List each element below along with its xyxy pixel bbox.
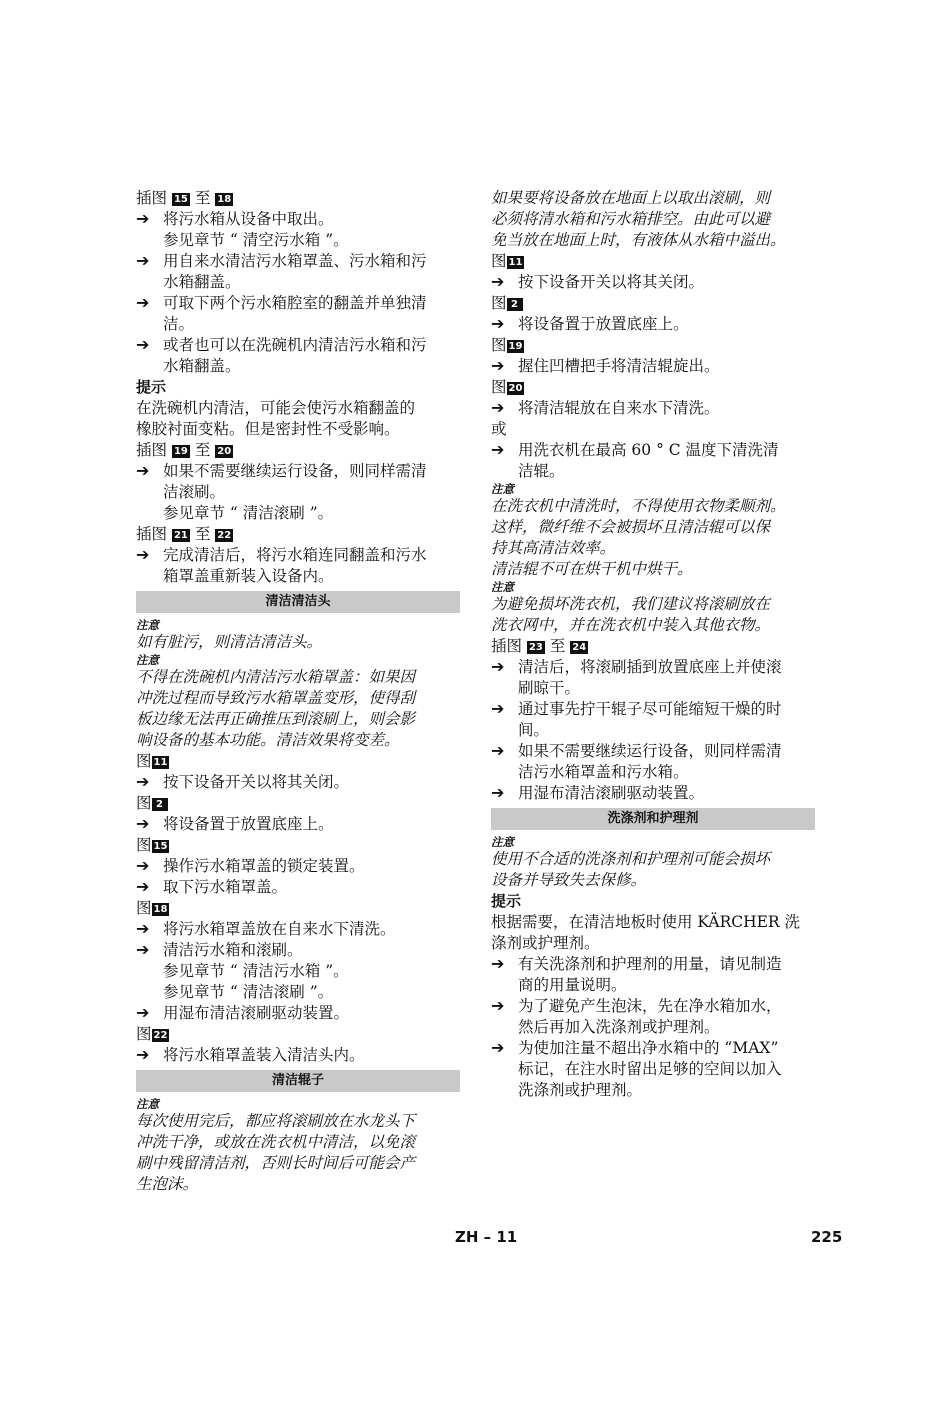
figure-ref-text: 插图 <box>136 189 168 207</box>
list-item-text: 参见章节 “ 清洁污水箱 ”。 <box>163 962 349 980</box>
arrow-right-icon: ➔ <box>136 877 150 896</box>
list-item <box>136 814 460 835</box>
arrow-right-icon: ➔ <box>491 272 505 291</box>
note-label: 注意 <box>491 482 514 496</box>
or-text: 或 <box>491 420 507 438</box>
arrow-right-icon: ➔ <box>136 209 150 228</box>
list-item-text: 为使加注量不超出净水箱中的 “MAX” <box>518 1039 779 1057</box>
figure-ref-text: 插图 <box>136 441 168 459</box>
arrow-right-icon: ➔ <box>491 996 505 1015</box>
figure-ref <box>491 377 815 398</box>
list-item-text: 将设备置于放置底座上。 <box>163 815 334 833</box>
intro-text: 如果要将设备放在地面上以取出滚刷，则 <box>491 189 771 207</box>
figure-ref <box>136 898 460 919</box>
note-text: 使用不合适的洗涤剂和护理剂可能会损坏 <box>491 850 771 868</box>
note-text: 板边缘无法再正确推压到滚刷上，则会影 <box>136 710 416 728</box>
list-item <box>491 398 815 419</box>
list-item-text: 操作污水箱罩盖的锁定装置。 <box>163 857 365 875</box>
figure-number-badge: 11 <box>508 257 523 268</box>
list-item-text: 将清洁辊放在自来水下清洗。 <box>518 399 720 417</box>
note-text: 为避免损坏洗衣机，我们建议将滚刷放在 <box>491 595 771 613</box>
arrow-right-icon: ➔ <box>136 335 150 354</box>
list-item <box>136 335 460 377</box>
list-item-text: 如果不需要继续运行设备，则同样需清 <box>163 462 427 480</box>
list-item <box>136 545 460 587</box>
figure-ref-text: 图 <box>491 252 507 270</box>
figure-ref-text: 插图 <box>136 525 168 543</box>
list-item <box>491 356 815 377</box>
intro-text: 必须将清水箱和污水箱排空。由此可以避 <box>491 210 771 228</box>
note-text: 不得在洗碗机内清洁污水箱罩盖：如果因 <box>136 668 416 686</box>
arrow-right-icon: ➔ <box>136 814 150 833</box>
list-item <box>491 272 815 293</box>
note-text: 清洁辊不可在烘干机中烘干。 <box>491 560 693 578</box>
figure-ref-text: 图 <box>136 794 152 812</box>
figure-number-badge: 19 <box>508 341 523 352</box>
note-label: 注意 <box>136 1097 159 1111</box>
section-heading: 洗涤剂和护理剂 <box>491 808 815 830</box>
figure-ref-text: 至 <box>194 525 211 543</box>
list-item-text: 取下污水箱罩盖。 <box>163 878 288 896</box>
figure-ref <box>136 440 460 461</box>
list-item-text: 或者也可以在洗碗机内清洁污水箱和污 <box>163 336 427 354</box>
list-item-text: 用湿布清洁滚刷驱动装置。 <box>518 784 705 802</box>
arrow-right-icon: ➔ <box>491 699 505 718</box>
list-item-text: 为了避免产生泡沫，先在净水箱加水， <box>518 997 782 1015</box>
note-label: 注意 <box>136 653 159 667</box>
list-item-text: 将污水箱从设备中取出。 <box>163 210 334 228</box>
arrow-right-icon: ➔ <box>491 783 505 802</box>
note-text: 持其高清洁效率。 <box>491 539 616 557</box>
figure-number-badge: 15 <box>173 194 188 205</box>
list-item <box>136 919 460 940</box>
arrow-right-icon: ➔ <box>136 919 150 938</box>
list-item <box>136 877 460 898</box>
list-item-text: 洁。 <box>163 315 195 333</box>
arrow-right-icon: ➔ <box>491 398 505 417</box>
figure-number-badge: 22 <box>153 1030 168 1041</box>
list-item-text: 清洁后，将滚刷插到放置底座上并使滚 <box>518 658 782 676</box>
list-item-text: 洗涤剂或护理剂。 <box>518 1081 643 1099</box>
list-item-text: 将设备置于放置底座上。 <box>518 315 689 333</box>
tip-text: 橡胶衬面变粘。但是密封性不受影响。 <box>136 420 400 438</box>
figure-number-badge: 2 <box>152 798 168 811</box>
section-heading: 清洁辊子 <box>136 1070 460 1092</box>
note-text: 冲洗干净，或放在洗衣机中清洁，以免滚 <box>136 1133 416 1151</box>
arrow-right-icon: ➔ <box>491 1038 505 1057</box>
note-label: 注意 <box>491 835 514 849</box>
list-item-text: 用洗衣机在最高 60 ° C 温度下清洗清 <box>518 441 779 459</box>
arrow-right-icon: ➔ <box>136 856 150 875</box>
figure-number-badge: 20 <box>217 446 232 457</box>
list-item-text: 洁污水箱罩盖和污水箱。 <box>518 763 689 781</box>
arrow-right-icon: ➔ <box>136 940 150 959</box>
figure-number-badge: 21 <box>173 530 188 541</box>
list-item <box>491 657 815 699</box>
arrow-right-icon: ➔ <box>491 356 505 375</box>
arrow-right-icon: ➔ <box>136 772 150 791</box>
list-item <box>136 293 460 335</box>
figure-ref-text: 图 <box>491 378 507 396</box>
list-item <box>491 996 815 1038</box>
figure-ref <box>136 835 460 856</box>
figure-ref-text: 图 <box>491 294 507 312</box>
list-item-text: 可取下两个污水箱腔室的翻盖并单独清 <box>163 294 427 312</box>
list-item-text: 水箱翻盖。 <box>163 273 241 291</box>
list-item-text: 参见章节 “ 清空污水箱 ”。 <box>163 231 349 249</box>
note-label: 注意 <box>491 580 514 594</box>
list-item-text: 洁滚刷。 <box>163 483 226 501</box>
note-text: 响设备的基本功能。清洁效果将变差。 <box>136 731 400 749</box>
list-item-text: 标记，在注水时留出足够的空间以加入 <box>518 1060 782 1078</box>
note-text: 生泡沫。 <box>136 1175 199 1193</box>
figure-number-badge: 19 <box>173 446 188 457</box>
list-item <box>136 940 460 1003</box>
figure-ref-text: 图 <box>136 1025 152 1043</box>
list-item-text: 商的用量说明。 <box>518 976 627 994</box>
figure-ref <box>136 1024 460 1045</box>
figure-number-badge: 15 <box>153 841 168 852</box>
figure-ref <box>136 793 460 814</box>
figure-number-badge: 24 <box>572 642 587 653</box>
section-heading: 清洁清洁头 <box>136 591 460 613</box>
arrow-right-icon: ➔ <box>491 440 505 459</box>
figure-ref <box>136 188 460 209</box>
list-item <box>136 1003 460 1024</box>
note-text: 每次使用完后，都应将滚刷放在水龙头下 <box>136 1112 416 1130</box>
list-item <box>136 251 460 293</box>
intro-text: 免当放在地面上时，有液体从水箱中溢出。 <box>491 231 786 249</box>
tip-text: 在洗碗机内清洁，可能会使污水箱翻盖的 <box>136 399 416 417</box>
list-item <box>136 772 460 793</box>
list-item <box>491 954 815 996</box>
figure-number-badge: 18 <box>153 904 168 915</box>
figure-number-badge: 22 <box>217 530 232 541</box>
list-item-text: 有关洗涤剂和护理剂的用量，请见制造 <box>518 955 782 973</box>
list-item-text: 刷晾干。 <box>518 679 581 697</box>
list-item-text: 用湿布清洁滚刷驱动装置。 <box>163 1004 350 1022</box>
list-item-text: 参见章节 “ 清洁滚刷 ”。 <box>163 983 334 1001</box>
note-label: 注意 <box>136 618 159 632</box>
figure-ref <box>136 524 460 545</box>
figure-ref <box>491 335 815 356</box>
figure-ref-text: 图 <box>136 752 152 770</box>
arrow-right-icon: ➔ <box>136 251 150 270</box>
list-item-text: 然后再加入洗涤剂或护理剂。 <box>518 1018 720 1036</box>
footer-section-code: ZH – 11 <box>455 1228 518 1246</box>
list-item-text: 洁辊。 <box>518 462 565 480</box>
list-item-text: 按下设备开关以将其关闭。 <box>163 773 350 791</box>
figure-ref <box>491 293 815 314</box>
tip-heading: 提示 <box>136 378 167 396</box>
list-item <box>491 314 815 335</box>
list-item-text: 间。 <box>518 721 550 739</box>
note-text: 这样，微纤维不会被损坏且清洁辊可以保 <box>491 518 771 536</box>
list-item-text: 如果不需要继续运行设备，则同样需清 <box>518 742 782 760</box>
arrow-right-icon: ➔ <box>491 314 505 333</box>
list-item-text: 按下设备开关以将其关闭。 <box>518 273 705 291</box>
left-column <box>136 188 460 1195</box>
figure-ref-text: 至 <box>194 441 211 459</box>
list-item <box>491 699 815 741</box>
figure-number-badge: 2 <box>507 298 523 311</box>
list-item-text: 完成清洁后，将污水箱连同翻盖和污水 <box>163 546 427 564</box>
note-text: 如有脏污，则清洁清洁头。 <box>136 633 323 651</box>
list-item <box>136 209 460 251</box>
arrow-right-icon: ➔ <box>491 741 505 760</box>
list-item <box>136 1045 460 1066</box>
note-text: 刷中残留清洁剂，否则长时间后可能会产 <box>136 1154 416 1172</box>
arrow-right-icon: ➔ <box>491 657 505 676</box>
note-text: 设备并导致失去保修。 <box>491 871 647 889</box>
arrow-right-icon: ➔ <box>136 1045 150 1064</box>
figure-ref-text: 至 <box>194 189 211 207</box>
right-column <box>491 188 815 1101</box>
tip-text: 根据需要，在清洁地板时使用 KÄRCHER 洗 <box>491 913 801 931</box>
figure-ref-text: 插图 <box>491 637 523 655</box>
list-item-text: 将污水箱罩盖装入清洁头内。 <box>163 1046 365 1064</box>
arrow-right-icon: ➔ <box>136 293 150 312</box>
arrow-right-icon: ➔ <box>491 954 505 973</box>
figure-ref-text: 图 <box>491 336 507 354</box>
list-item <box>136 856 460 877</box>
note-text: 洗衣网中，并在洗衣机中装入其他衣物。 <box>491 616 771 634</box>
note-text: 在洗衣机中清洗时，不得使用衣物柔顺剂。 <box>491 497 786 515</box>
figure-ref-text: 至 <box>549 637 566 655</box>
tip-heading: 提示 <box>491 892 522 910</box>
list-item-text: 清洁污水箱和滚刷。 <box>163 941 303 959</box>
arrow-right-icon: ➔ <box>136 1003 150 1022</box>
figure-number-badge: 18 <box>217 194 232 205</box>
arrow-right-icon: ➔ <box>136 545 150 564</box>
list-item <box>136 461 460 524</box>
figure-number-badge: 11 <box>153 757 168 768</box>
list-item-text: 将污水箱罩盖放在自来水下清洗。 <box>163 920 396 938</box>
tip-text: 涤剂或护理剂。 <box>491 934 600 952</box>
figure-number-badge: 20 <box>508 383 523 394</box>
list-item <box>491 783 815 804</box>
figure-ref-text: 图 <box>136 836 152 854</box>
list-item-text: 参见章节 “ 清洁滚刷 ”。 <box>163 504 334 522</box>
list-item-text: 通过事先拧干辊子尽可能缩短干燥的时 <box>518 700 782 718</box>
footer-page-number: 225 <box>811 1228 843 1246</box>
figure-ref <box>491 251 815 272</box>
figure-ref-text: 图 <box>136 899 152 917</box>
note-text: 冲洗过程而导致污水箱罩盖变形，使得刮 <box>136 689 416 707</box>
list-item-text: 水箱翻盖。 <box>163 357 241 375</box>
list-item <box>491 741 815 783</box>
figure-ref <box>136 751 460 772</box>
list-item <box>491 440 815 482</box>
figure-ref <box>491 636 815 657</box>
list-item-text: 箱罩盖重新装入设备内。 <box>163 567 334 585</box>
list-item <box>491 1038 815 1101</box>
list-item-text: 用自来水清洁污水箱罩盖、污水箱和污 <box>163 252 427 270</box>
arrow-right-icon: ➔ <box>136 461 150 480</box>
list-item-text: 握住凹槽把手将清洁辊旋出。 <box>518 357 720 375</box>
figure-number-badge: 23 <box>528 642 543 653</box>
